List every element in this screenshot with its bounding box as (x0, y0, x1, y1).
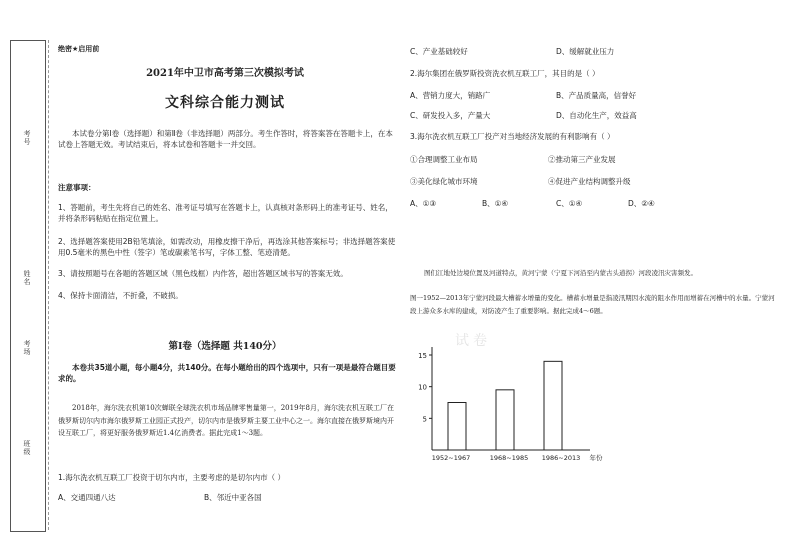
q3-option-b: B、①④ (482, 199, 509, 208)
y-tick-label: 15 (418, 352, 427, 360)
cut-line (48, 40, 49, 530)
section-title: 第Ⅰ卷（选择题 共140分） (168, 341, 282, 352)
q3-item-1: ①合理调整工业布局 (410, 155, 478, 164)
storage-bar-chart (410, 330, 610, 465)
bar (448, 403, 466, 451)
q3-option-d: D、②④ (628, 199, 655, 208)
margin-label-room: 考场 (23, 340, 31, 356)
notice-1: 1、答题前，考生先将自己的姓名、准考证号填写在答题卡上，认真核对条形码上的准考证号、姓名，并将条形码粘贴在指定位置上。 (58, 203, 393, 223)
q3-item-2: ②推动第三产业发展 (548, 155, 616, 164)
bar (544, 361, 562, 450)
q1-option-b: B、邻近中亚各国 (204, 493, 262, 502)
question-3: 3.海尔洗衣机互联工厂投产对当地经济发展的有利影响有（ ） (410, 132, 615, 141)
margin-label-name: 姓名 (23, 270, 31, 286)
question-1: 1.海尔洗衣机互联工厂投资于切尔内市，主要考虑的是切尔内市（ ） (58, 473, 286, 482)
q2-option-a: A、营销力度大，销路广 (410, 91, 491, 100)
secret-mark: 绝密★启用前 (58, 45, 100, 53)
x-axis-label: 年份 (589, 454, 603, 462)
notice-4: 4、保持卡面清洁，不折叠，不破损。 (58, 291, 183, 300)
q1-option-a: A、交通四通八达 (58, 493, 116, 502)
bar (496, 390, 514, 450)
binding-margin (10, 40, 46, 532)
q1-option-c: C、产业基础较好 (410, 47, 468, 56)
section-description: 本卷共35道小题，每小题4分，共140分。在每小题给出的四个选项中，只有一项是最符合题目要求的。 (58, 363, 396, 383)
subject-title: 文科综合能力测试 (165, 95, 285, 111)
x-tick-label: 1968~1985 (489, 454, 529, 462)
y-tick-label: 5 (422, 415, 427, 424)
question-2: 2.海尔集团在俄罗斯投资洗衣机互联工厂，其目的是（ ） (410, 69, 600, 78)
passage-2: 图们江地处边境位置及河道特点，黄河宁蒙（宁夏下河沿至内蒙古头道拐）河段凌汛灾害频发。 (424, 269, 697, 277)
margin-label-exam-number: 考号 (23, 130, 31, 146)
q1-option-d: D、缓解就业压力 (556, 47, 615, 56)
q2-option-c: C、研发投入多，产量大 (410, 111, 491, 120)
notice-2: 2、选择题答案使用2B铅笔填涂，如需改动，用橡皮擦干净后，再选涂其他答案标号；非选择题答案使用0.5毫米的黑色中性（签字）笔或碳素笔书写，字体工整、笔迹清楚。 (58, 237, 396, 257)
margin-label-class: 班级 (23, 440, 31, 456)
x-tick-label: 1986~2013 (541, 454, 581, 462)
q3-option-c: C、①④ (556, 199, 583, 208)
passage-1: 2018年，海尔洗衣机第10次蝉联全球洗衣机市场品牌零售量第一，2019年8月，海尔洗衣机互联工厂在俄罗斯切尔内市海尔俄罗斯工业园正式投产，切尔内市是俄罗斯主要工业中心之一。海尔直接在俄罗斯境内开设互联工厂，将更好服务俄罗斯近1.4亿消费者。据此完成1～3题。 (58, 404, 394, 437)
q2-option-d: D、自动化生产，效益高 (556, 111, 637, 120)
x-tick-label: 1952~1967 (431, 454, 471, 462)
intro-paragraph: 本试卷分第Ⅰ卷（选择题）和第Ⅱ卷（非选择题）两部分。考生作答时，将答案答在答题卡上，在本试卷上答题无效。考试结束后，将本试卷和答题卡一并交回。 (58, 129, 393, 149)
notice-3: 3、请按照题号在各题的答题区域（黑色线框）内作答，超出答题区域书写的答案无效。 (58, 269, 348, 278)
q3-item-4: ④促进产业结构调整升级 (548, 177, 631, 186)
figure-caption: 图一1952—2013年宁蒙河段最大槽蓄水增量的变化。槽蓄水增量是指凌汛期因水流的阻水作用而增蓄在河槽中的水量。宁蒙河段上游众多水库的建成，对防凌产生了重要影响。据此完成4～6题。 (410, 294, 775, 315)
q3-item-3: ③美化绿化城市环境 (410, 177, 478, 186)
q2-option-b: B、产品质量高，信誉好 (556, 91, 637, 100)
watermark: 试卷 (455, 333, 491, 349)
q3-option-a: A、①③ (410, 199, 437, 208)
notice-heading: 注意事项： (58, 183, 96, 192)
exam-title: 2021年中卫市高考第三次模拟考试 (146, 68, 304, 79)
y-tick-label: 10 (418, 383, 427, 392)
